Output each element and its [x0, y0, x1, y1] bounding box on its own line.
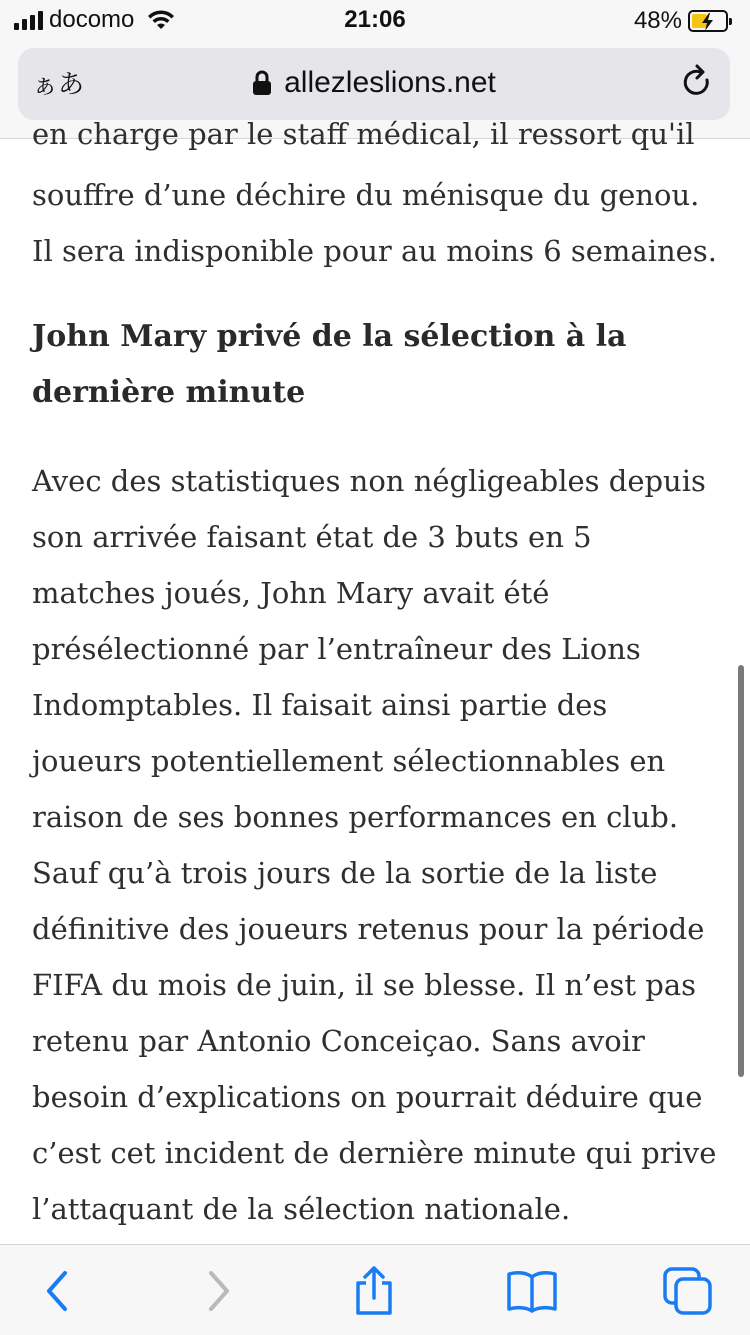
carrier-label: docomo: [49, 6, 135, 33]
reload-icon[interactable]: [680, 64, 714, 102]
article-heading: John Mary privé de la sélection à la dernière minute: [32, 319, 627, 410]
back-button[interactable]: [28, 1265, 88, 1317]
charging-bolt-icon: [700, 13, 716, 31]
back-icon: [43, 1269, 73, 1313]
signal-icon: [14, 10, 43, 30]
article-paragraph-1: souffre d’une déchire du ménisque du genou. Il sera indisponible pour au moins 6 semaines.: [32, 178, 717, 268]
browser-toolbar: [0, 1244, 750, 1335]
bookmarks-icon: [506, 1269, 558, 1313]
battery-percent: 48%: [633, 7, 682, 34]
status-bar-left: [14, 6, 176, 34]
status-bar-right: [634, 7, 728, 35]
status-bar: [0, 0, 750, 40]
lock-icon: [252, 70, 272, 96]
partial-text-line: en charge par le staff médical, il ressort qu'il: [32, 117, 695, 151]
forward-icon: [203, 1269, 233, 1313]
battery-charging-icon: [688, 10, 728, 32]
wifi-icon: [146, 9, 176, 31]
text-size-button[interactable]: ぁあ: [32, 70, 85, 100]
address-bar[interactable]: [18, 48, 730, 120]
url-display[interactable]: [18, 66, 730, 100]
scroll-indicator[interactable]: [738, 665, 744, 1077]
article-paragraph-2: Avec des statistiques non négligeables depuis son arrivée faisant état de 3 buts en 5 matches joués, John Mary avait été présélectionné par l’entraîneur des Lions Indomptables. Il faisait ainsi partie des joueurs potentiellement sélectionnables en raison de ses bonnes performances en club. Sauf qu’à trois jours de la sortie de la liste définitive des joueurs retenus pour la période FIFA du mois de juin, il se blesse. Il n’est pas retenu par Antonio Conceiçao. Sans avoir besoin d’explications on pourrait déduire que c’est cet incident de dernière minute qui prive l’attaquant de la sélection nationale.: [32, 464, 717, 1226]
tabs-icon: [663, 1267, 713, 1315]
url-text: allezleslions.net: [284, 66, 496, 99]
forward-button[interactable]: [188, 1265, 248, 1317]
clock: 21:06: [344, 6, 406, 33]
share-icon: [352, 1266, 396, 1316]
bookmarks-button[interactable]: [502, 1265, 562, 1317]
article-content: [0, 117, 750, 1243]
battery-cap: [729, 18, 732, 25]
tabs-button[interactable]: [658, 1265, 718, 1317]
share-button[interactable]: [344, 1265, 404, 1317]
